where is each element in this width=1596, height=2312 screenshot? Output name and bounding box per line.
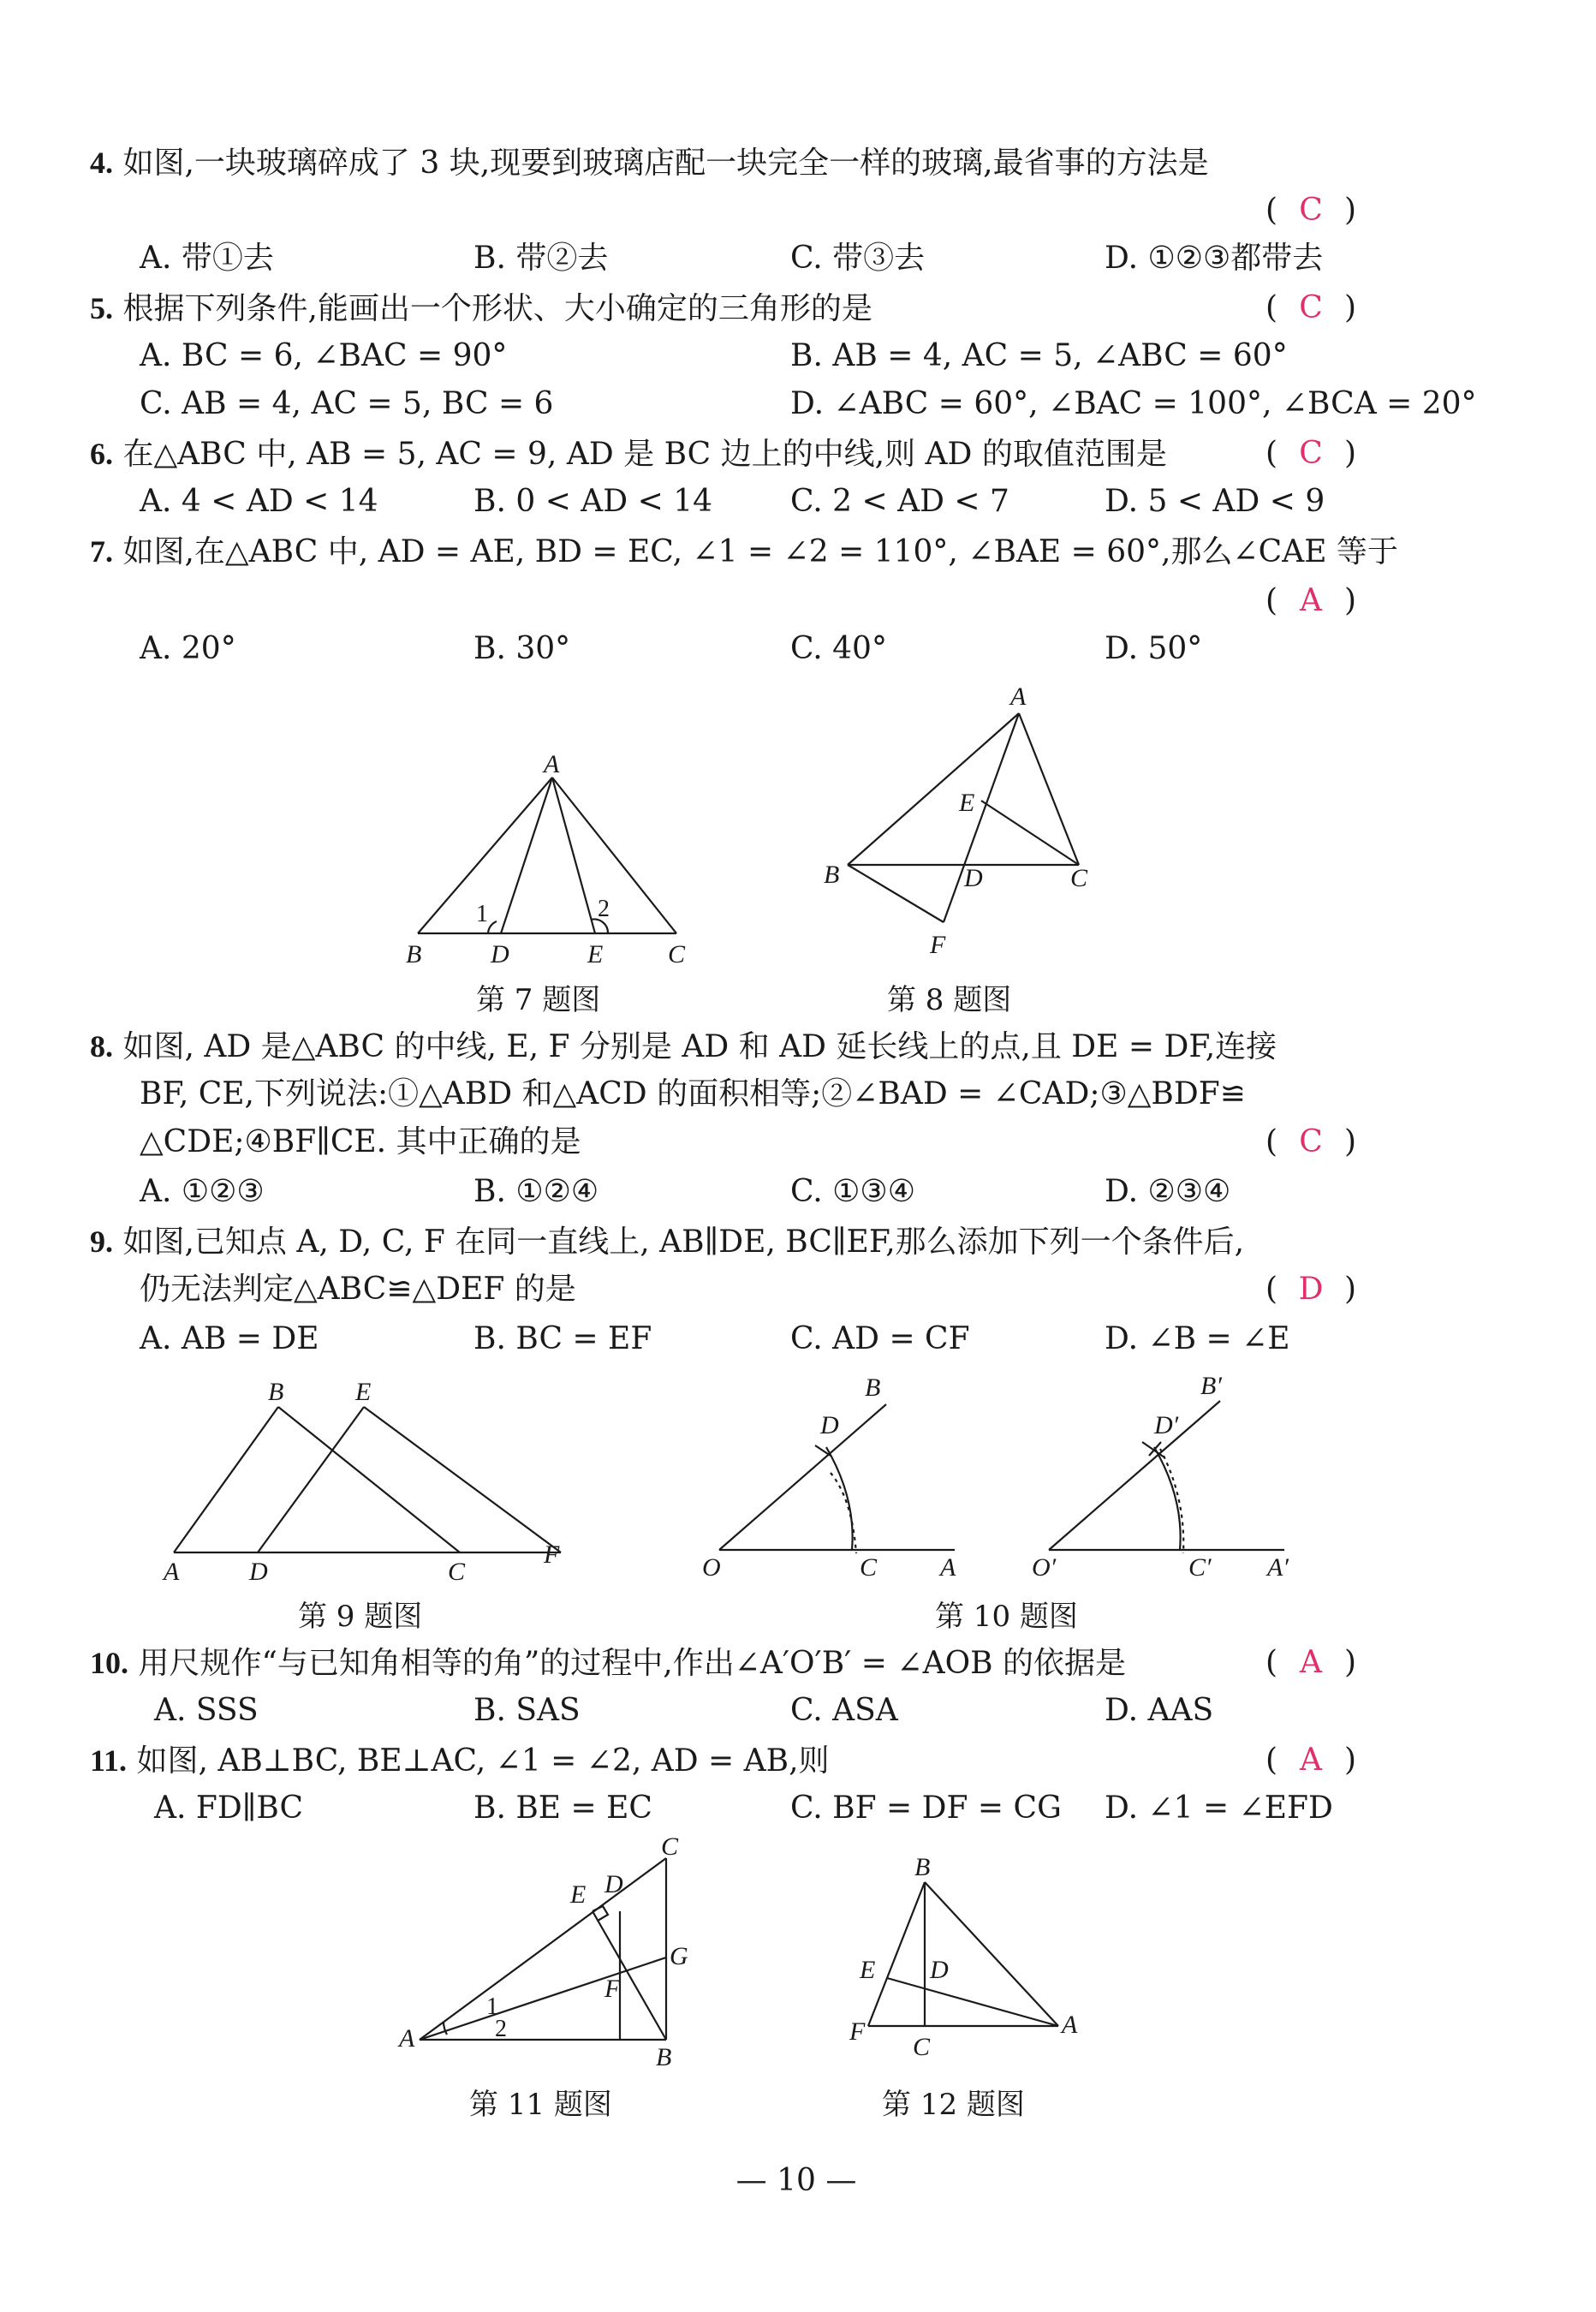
q11-option-d: D. ∠1 = ∠EFD: [1105, 1791, 1333, 1826]
fig8-label-c: C: [1070, 864, 1088, 892]
fig12-caption: 第 12 题图: [882, 2088, 1025, 2122]
q5-answer-letter: C: [1299, 290, 1323, 325]
q5-text: 根据下列条件,能画出一个形状、大小确定的三角形的是: [122, 291, 872, 326]
q9-option-a: A. AB = DE: [140, 1321, 319, 1356]
q11-option-b: B. BE = EC: [473, 1791, 652, 1826]
fig10-label-o: O: [702, 1553, 721, 1582]
q10-option-d: D. AAS: [1105, 1693, 1214, 1728]
q8-stem-line1: [90, 1028, 1277, 1066]
q9-option-c: C. AD = CF: [790, 1321, 970, 1356]
fig8-label-e: E: [959, 789, 975, 817]
fig11-label-g: G: [670, 1942, 688, 1970]
q5-answer: ( C ): [1265, 290, 1357, 325]
fig10-right-ray-ob: [1049, 1401, 1220, 1550]
q6-number: 6.: [90, 437, 113, 471]
fig12-label-c: C: [913, 2033, 931, 2061]
figure-11: [394, 1832, 702, 2072]
q5-option-a: A. BC = 6, ∠BAC = 90°: [140, 338, 508, 373]
q11-answer: ( A ): [1265, 1743, 1357, 1778]
q9-answer: ( D ): [1265, 1272, 1357, 1307]
q10-number: 10.: [90, 1646, 128, 1680]
fig7-label-c: C: [668, 940, 686, 968]
figure-7: [394, 750, 702, 976]
fig8-label-a: A: [1010, 682, 1027, 711]
fig9-side-ab: [174, 1407, 278, 1552]
q5-option-d: D. ∠ABC = 60°, ∠BAC = 100°, ∠BCA = 20°: [790, 386, 1477, 421]
fig11-label-b: B: [656, 2043, 672, 2071]
q10-option-c: C. ASA: [790, 1693, 898, 1728]
fig7-label-angle2: 2: [598, 896, 610, 922]
q10-answer: ( A ): [1265, 1645, 1357, 1680]
fig9-label-c: C: [448, 1558, 466, 1586]
q5-option-c: C. AB = 4, AC = 5, BC = 6: [140, 386, 554, 421]
fig8-label-d: D: [964, 864, 983, 892]
fig10-label-a: A: [940, 1553, 956, 1582]
q11-number: 11.: [90, 1743, 128, 1778]
q8-answer-letter: C: [1299, 1124, 1323, 1159]
q7-answer: ( A ): [1265, 583, 1357, 618]
q9-answer-letter: D: [1298, 1272, 1324, 1307]
fig10-label-b: B: [865, 1373, 881, 1402]
q8-option-a: A. ①②③: [140, 1174, 265, 1209]
q9-number: 9.: [90, 1225, 113, 1259]
q7-option-c: C. 40°: [790, 631, 887, 666]
figure-9: [158, 1374, 578, 1597]
fig12-side-ba: [925, 1882, 1058, 2026]
q7-option-b: B. 30°: [473, 631, 571, 666]
fig9-label-f: F: [544, 1540, 560, 1569]
q8-option-c: C. ①③④: [790, 1174, 915, 1209]
q11-answer-letter: A: [1300, 1743, 1323, 1778]
figure-8: [813, 681, 1096, 963]
fig11-label-e: E: [570, 1880, 587, 1909]
q11-option-c: C. BF = DF = CG: [790, 1791, 1062, 1826]
q10-stem: [90, 1644, 1126, 1683]
q9-option-b: B. BC = EF: [473, 1321, 652, 1356]
q4-number: 4.: [90, 146, 113, 180]
q8-option-b: B. ①②④: [473, 1174, 599, 1209]
fig12-label-a: A: [1062, 2011, 1078, 2039]
q4-answer: ( C ): [1265, 193, 1357, 228]
q6-option-c: C. 2 < AD < 7: [790, 484, 1009, 519]
fig10-label-c-prime: C′: [1188, 1553, 1212, 1582]
fig10-left-ray-ob: [719, 1404, 886, 1550]
q7-answer-letter: A: [1300, 583, 1323, 618]
fig11-label-d: D: [604, 1870, 623, 1898]
q4-option-b: B. 带②去: [473, 241, 609, 276]
q4-option-a: A. 带①去: [140, 241, 274, 276]
fig8-caption: 第 8 题图: [887, 983, 1012, 1017]
fig11-side-ac: [420, 1858, 666, 2040]
fig7-label-a: A: [544, 750, 560, 778]
q9-text-line1: 如图,已知点 A, D, C, F 在同一直线上, AB∥DE, BC∥EF,那么添加下列一个条件后,: [122, 1225, 1245, 1260]
fig12-side-bf: [868, 1882, 925, 2026]
fig11-angle-arc: [444, 2023, 447, 2035]
q4-stem: [90, 144, 1209, 182]
q11-stem: [90, 1742, 830, 1780]
fig11-segment-ag: [420, 1957, 666, 2040]
q7-option-d: D. 50°: [1105, 631, 1203, 666]
fig9-side-de: [258, 1407, 364, 1552]
fig9-label-a: A: [164, 1558, 180, 1586]
fig11-label-c: C: [661, 1832, 679, 1861]
q7-stem: [90, 533, 1398, 571]
fig12-label-d: D: [930, 1956, 949, 1984]
q8-text-line2: BF, CE,下列说法:①△ABD 和△ACD 的面积相等;②∠BAD = ∠CAD;③△BDF≌: [140, 1076, 1246, 1111]
fig7-side-ac: [552, 778, 676, 933]
fig9-caption: 第 9 题图: [298, 1600, 423, 1634]
fig8-label-b: B: [824, 861, 840, 889]
fig12-label-e: E: [860, 1956, 876, 1984]
q6-text: 在△ABC 中, AB = 5, AC = 9, AD 是 BC 边上的中线,则 AD 的取值范围是: [122, 437, 1167, 472]
q6-option-a: A. 4 < AD < 14: [140, 484, 378, 519]
q7-text: 如图,在△ABC 中, AD = AE, BD = EC, ∠1 = ∠2 = 110°, ∠BAE = 60°,那么∠CAE 等于: [122, 534, 1398, 569]
q11-option-a: A. FD∥BC: [154, 1791, 304, 1826]
figure-10: [702, 1370, 1319, 1593]
fig12-segment-ea: [887, 1978, 1058, 2026]
page-number: — 10 —: [735, 2163, 857, 2198]
q4-option-d: D. ①②③都带去: [1105, 241, 1324, 276]
q9-text-line2: 仍无法判定△ABC≌△DEF 的是: [140, 1272, 576, 1307]
fig12-label-b: B: [914, 1853, 931, 1881]
fig7-label-e: E: [587, 940, 604, 968]
q10-option-b: B. SAS: [473, 1693, 581, 1728]
fig8-segment-ce: [981, 801, 1079, 865]
q5-option-b: B. AB = 4, AC = 5, ∠ABC = 60°: [790, 338, 1288, 373]
q4-option-c: C. 带③去: [790, 241, 926, 276]
fig9-label-e: E: [355, 1378, 372, 1406]
q8-answer: ( C ): [1265, 1124, 1357, 1159]
fig8-label-f: F: [930, 931, 946, 959]
fig10-label-a-prime: A′: [1267, 1553, 1289, 1582]
fig10-caption: 第 10 题图: [935, 1600, 1078, 1634]
q5-stem: [90, 289, 872, 328]
q10-text: 用尺规作“与已知角相等的角”的过程中,作出∠A′O′B′ = ∠AOB 的依据是: [138, 1646, 1126, 1681]
q11-text: 如图, AB⊥BC, BE⊥AC, ∠1 = ∠2, AD = AB,则: [136, 1743, 830, 1779]
fig7-caption: 第 7 题图: [476, 983, 601, 1017]
q8-text-line3: △CDE;④BF∥CE. 其中正确的是: [140, 1124, 581, 1159]
q6-option-d: D. 5 < AD < 9: [1105, 484, 1325, 519]
fig12-label-f: F: [849, 2017, 866, 2046]
fig7-label-angle1: 1: [476, 901, 488, 927]
fig9-side-ef: [364, 1407, 561, 1552]
fig10-label-d: D: [820, 1411, 839, 1439]
fig10-label-b-prime: B′: [1200, 1372, 1222, 1400]
q10-answer-letter: A: [1300, 1645, 1323, 1680]
fig10-label-d-prime: D′: [1154, 1411, 1179, 1439]
q8-text-line1: 如图, AD 是△ABC 的中线, E, F 分别是 AD 和 AD 延长线上的点,且 DE = DF,连接: [122, 1029, 1277, 1064]
fig9-side-bc: [278, 1407, 460, 1552]
fig11-label-a: A: [399, 2024, 415, 2053]
fig11-label-f: F: [604, 1975, 621, 2003]
fig8-side-ab: [848, 713, 1019, 865]
q4-answer-letter: C: [1299, 193, 1323, 228]
fig9-label-b: B: [268, 1378, 284, 1406]
fig10-label-o-prime: O′: [1032, 1553, 1057, 1582]
fig10-left-arc-solid: [826, 1447, 853, 1550]
q7-option-a: A. 20°: [140, 631, 236, 666]
q5-number: 5.: [90, 291, 113, 325]
fig8-side-ac: [1019, 713, 1079, 865]
q9-option-d: D. ∠B = ∠E: [1105, 1321, 1290, 1356]
q6-stem: [90, 435, 1167, 474]
figure-12: [822, 1850, 1096, 2072]
q4-text: 如图,一块玻璃碎成了 3 块,现要到玻璃店配一块完全一样的玻璃,最省事的方法是: [122, 146, 1209, 181]
fig8-segment-bf: [848, 865, 944, 922]
q6-answer: ( C ): [1265, 436, 1357, 471]
fig10-right-arc-solid: [1154, 1447, 1181, 1550]
fig7-label-b: B: [406, 940, 422, 968]
fig9-label-d: D: [249, 1558, 268, 1586]
q8-number: 8.: [90, 1029, 113, 1064]
fig11-caption: 第 11 题图: [469, 2088, 612, 2122]
q10-option-a: A. SSS: [154, 1693, 259, 1728]
fig7-label-d: D: [491, 940, 509, 968]
fig10-label-c: C: [860, 1553, 878, 1582]
fig11-label-angle1: 1: [486, 1993, 498, 2020]
q6-answer-letter: C: [1299, 436, 1323, 471]
q9-stem-line1: [90, 1223, 1244, 1261]
fig11-label-angle2: 2: [495, 2016, 507, 2042]
fig11-segment-be: [593, 1911, 666, 2040]
q7-number: 7.: [90, 534, 113, 569]
fig7-segment-ae: [552, 778, 595, 933]
q6-option-b: B. 0 < AD < 14: [473, 484, 713, 519]
fig7-angle1-arc: [488, 921, 497, 933]
q8-option-d: D. ②③④: [1105, 1174, 1231, 1209]
fig7-segment-ad: [501, 778, 552, 933]
